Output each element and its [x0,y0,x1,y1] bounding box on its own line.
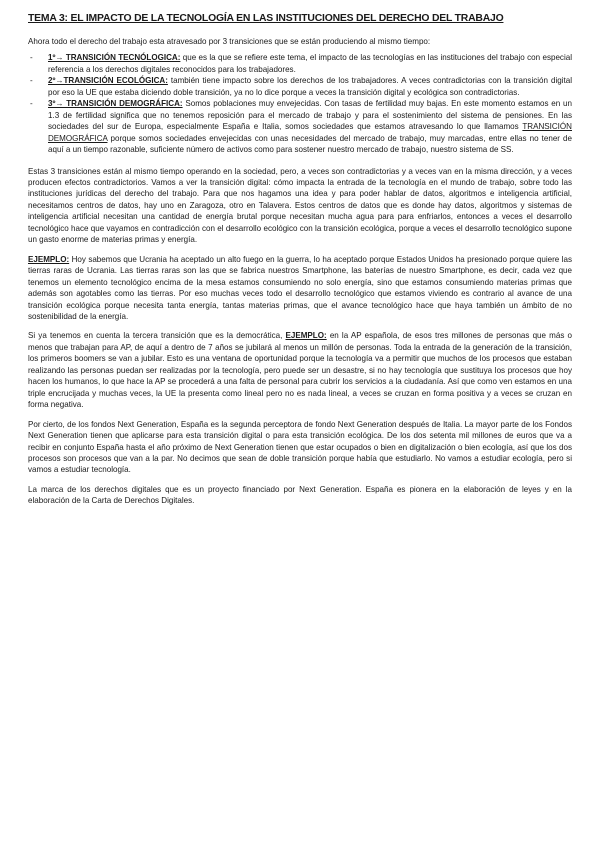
body-paragraph: Por cierto, de los fondos Next Generation, España es la segunda perceptora de fondo Next Generation después de Italia. La mayor parte de los Fondos Next Generation tienen que aplicarse para esta transición digital o para esta transición ecológica. De los dos setenta mil millones de euros que va a recibir en conjunto España hasta el año próximo de Next Generation tienen que estar ocupados o bien en digitalización o bien ecología, así que los dos procesos son procesos que van a la par. No decimos que sean de doble transición porque había que estudiarlo. No vamos a estudiar ecología, pero si vamos a estudiar tecnología. [28,419,572,475]
body-paragraph: Estas 3 transiciones están al mismo tiempo operando en la sociedad, pero, a veces son contradictorias y a veces van en la misma dirección, y a veces producen efectos contradictorios. Vamos a ver la transición digital: cómo impacta la entrada de la tecnología en el mundo de trabajo, sobre todo las instituciones jurídicas del derecho del trabajo. Para que nos hagamos una idea y para poder hablar de datos, algoritmos e inteligencia artificial, necesitamos centros de datos, hay uno en Zaragoza, otro en Talavera. Estos centros de datos que es donde hay datos, algoritmos y sistemas de inteligencia artificial necesitan una cantidad de energía brutal porque necesitan mucha agua para para enfriarlos, entonces a veces el desarrollo tecnológico hace que vayamos en contradicción con el desarrollo ecológico con la transición ecológica, porque a veces el desarrollo tecnológico supone un gasto enorme de materias primas y energía. [28,166,572,245]
transition-heading: 2º→TRANSICIÓN ECOLÓGICA: [48,76,168,86]
example-paragraph [28,330,572,410]
example-paragraph [28,254,572,323]
transition-heading: 3º→ TRANSICIÓN DEMOGRÁFICA: [48,99,183,109]
example-text: en la AP española, de esos tres millones de personas que más o menos que trabajan para AP, de aquí a dentro de 7 años se jubilará al menos un millón de personas. Toda la entrada de la generación de la transición, los primeros boomers se van a jubilar. Esto es una ventana de oportunidad porque la tecnología va a permitir que muchos de los procesos que estaban realizando las personas puedan ser realizadas por la tecnología, pero puede ser un desastre, si no hay tecnología que sustituya los procesos que hoy hacen los humanos, lo que hace la AP se procederá a una falta de personal para cubrir los servicios a la ciudadanía. Así que como ven estamos en una triple encrucijada y muchas veces, la UE la presenta como lineal pero no es nada lineal, a veces se cruzan en forma positiva y a veces se cruzan en forma negativa. [28,331,572,410]
intro-paragraph: Ahora todo el derecho del trabajo esta atravesado por 3 transiciones que se están produciendo al mismo tiempo: [28,37,431,46]
transition-text: que es la que se refiere este tema, el impacto de las tecnologías en las instituciones del trabajo con especial referencia a los derechos digitales reconocidos para los trabajadores. [48,53,572,74]
list-item-transicion-tecnologica [28,52,572,75]
list-item-transicion-ecologica [28,75,572,98]
transition-text: porque somos sociedades envejecidas con unas necesidades del mercado de trabajo, muy marcadas, entre ellas no tener de aquí a un tiempo razonable, suficiente número de activos como para sostener nuestro mercado de trabajo, nuestro sistema de SS. [48,133,572,155]
underlined-term: TRANSICIÓN DEMOGRÁFICA [48,122,572,143]
body-paragraph: La marca de los derechos digitales que es un proyecto financiado por Next Generation. España es pionera en la elaboración de leyes y en la elaboración de la Carta de Derechos Digitales. [28,484,572,506]
transition-heading: 1º→ TRANSICIÓN TECNÓLOGICA: [48,53,181,63]
transition-text: Somos poblaciones muy envejecidas. Con tasas de fertilidad muy bajas. En este momento estamos en un 1.3 de fertilidad significa que no tenemos reposición para el mercado de trabajo y para el sostenimiento del sistema de pensiones. En las sociedades del sur de Europa, especialmente España e Italia, somos sociedades que estamos atravesando lo que llamamos [48,99,572,132]
transition-text: también tiene impacto sobre los derechos de los trabajadores. A veces contradictorias con la transición digital por eso la UE que estaba diciendo doble transición, ya no lo dice porque a veces la transición digital y ecológica son contradictorias. [48,76,572,97]
example-label: EJEMPLO: [285,331,327,341]
example-label: EJEMPLO: [28,254,70,264]
example-text: Hoy sabemos que Ucrania ha aceptado un alto fuego en la guerra, lo ha aceptado porque Estados Unidos ha presionado porque quiere las tierras raras de Ucrania. Las tierras raras son las que se fabrica nuestros Smartphone, las baterías de nuestro Smartphone, es decir, cada vez que tenemos un elemento tecnológico encima de la mesa estamos consumiendo no solo energía, sino que estamos consumiendo materias primas que además son agotables como las tierras. Por eso muchas veces todo el desarrollo tecnológico que estamos viviendo es contrario al avance de una transición ecológica porque necesita tanta energía, tantas materias primas, que el avance tecnológico hace que haya también un ámbito de no sostenibilidad de la energía. [28,254,572,321]
example-text: Si ya tenemos en cuenta la tercera transición que es la democrática, [28,331,286,341]
page-title: TEMA 3: EL IMPACTO DE LA TECNOLOGÍA EN LAS INSTITUCIONES DEL DERECHO DEL TRABAJO [28,13,504,24]
transitions-list [28,52,572,155]
list-item-transicion-demografica [28,98,572,155]
